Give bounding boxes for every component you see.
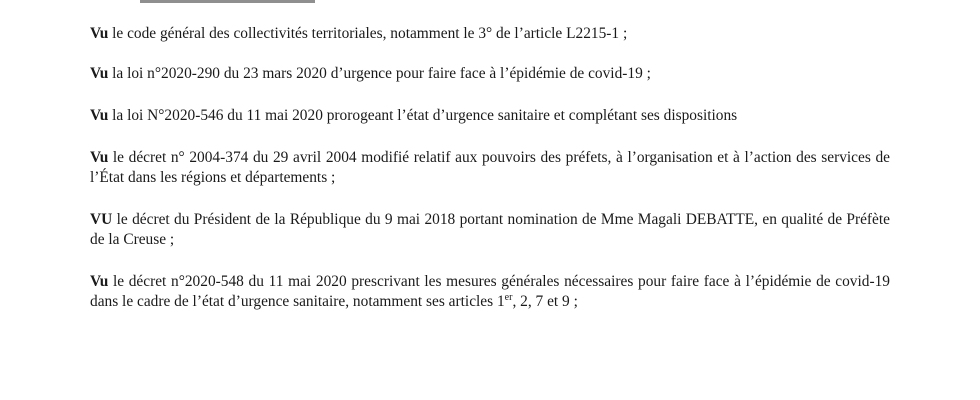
visa-text-part-b: , 2, 7 et 9 ;: [512, 293, 578, 310]
visa-text: la loi N°2020-546 du 11 mai 2020 prorogeant l’état d’urgence sanitaire et complétant ses dispositions: [108, 107, 738, 124]
visa-lead: Vu: [90, 107, 109, 124]
visa-lead: Vu: [90, 65, 109, 82]
visa-text: le décret n° 2004-374 du 29 avril 2004 modifié relatif aux pouvoirs des préfets, à l’organisation et à l’action des services de l’État dans les régions et départements ;: [90, 149, 890, 186]
visa-lead: Vu: [90, 25, 109, 42]
visa-code-collectivites: [90, 24, 890, 44]
top-cut-line: [140, 0, 315, 3]
visa-decret-nomination: [90, 210, 890, 250]
document-body: [90, 24, 890, 334]
visa-decret-2020-548: [90, 272, 890, 312]
visa-text-part-a: le décret n°2020-548 du 11 mai 2020 prescrivant les mesures générales nécessaires pour faire face à l’épidémie de covid-19 dans le cadre de l’état d’urgence sanitaire, notamment ses articles 1: [90, 273, 890, 310]
visa-loi-2020-546: [90, 106, 890, 126]
visa-loi-2020-290: [90, 64, 890, 84]
visa-text: la loi n°2020-290 du 23 mars 2020 d’urgence pour faire face à l’épidémie de covid-19 ;: [108, 65, 651, 82]
ordinal-superscript: er: [504, 291, 513, 303]
visa-lead: Vu: [90, 149, 109, 166]
visa-lead: VU: [90, 211, 113, 228]
visa-lead: Vu: [90, 273, 109, 290]
visa-decret-2004-374: [90, 148, 890, 188]
visa-text: le décret du Président de la République du 9 mai 2018 portant nomination de Mme Magali DEBATTE, en qualité de Préfète de la Creuse ;: [90, 211, 890, 248]
visa-text: le code général des collectivités territoriales, notamment le 3° de l’article L2215-1 ;: [108, 25, 628, 42]
